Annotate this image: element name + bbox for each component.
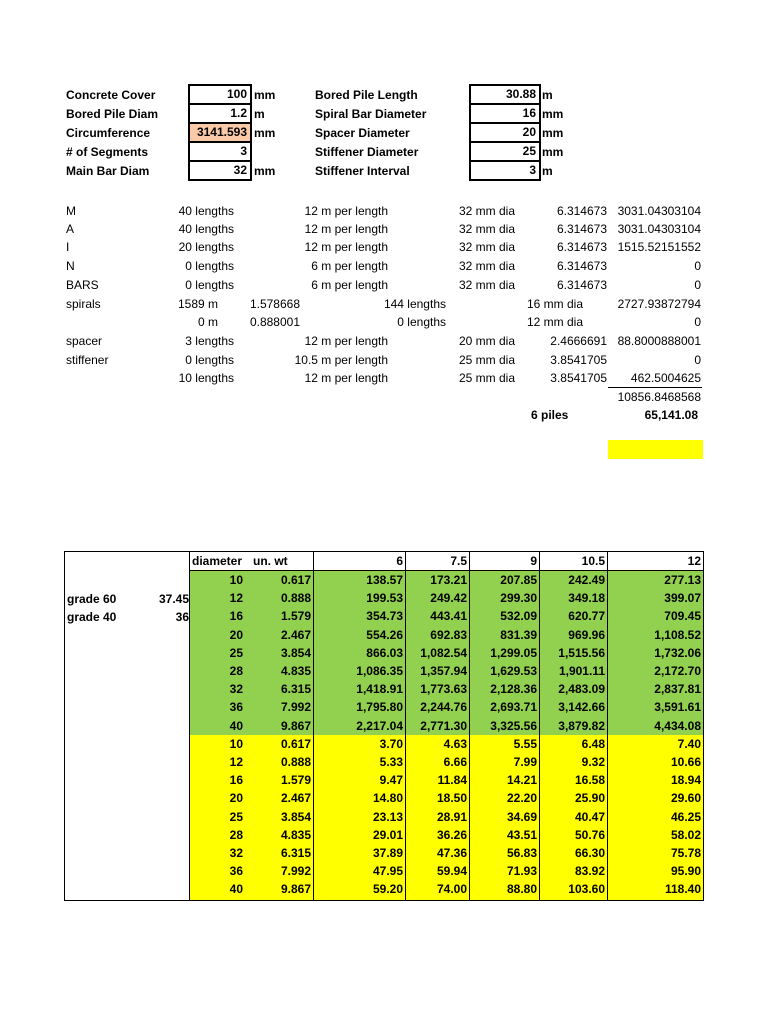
table-row	[65, 589, 703, 608]
weight-cell: 138.57	[366, 573, 403, 587]
weight-cell: 10.66	[670, 755, 701, 769]
weight-cell: 22.20	[506, 791, 537, 806]
concrete-cover-unit: mm	[254, 88, 276, 102]
calc-row-dia: 32 mm dia	[458, 259, 515, 273]
calc-row-total: 3031.04303104	[617, 222, 701, 236]
main-bar-diam-label: Main Bar Diam	[66, 164, 150, 178]
extra-row-unit-wt: 3.8541705	[550, 353, 607, 367]
table-row	[65, 771, 703, 790]
weight-cell: 1,795.80	[356, 700, 403, 715]
table-row	[65, 735, 703, 754]
table-row	[65, 644, 703, 663]
table-row	[65, 717, 703, 736]
table-row	[65, 753, 703, 772]
extra-row-total: 462.5004625	[630, 371, 701, 385]
weight-cell: 83.92	[574, 864, 605, 879]
stiffener-diam-unit: mm	[542, 145, 564, 159]
piles-total: 65,141.08	[644, 408, 698, 422]
stiffener-interval-input[interactable]: 3	[469, 160, 541, 181]
weight-cell: 46.25	[670, 809, 701, 824]
unit-weight-cell: 2.467	[280, 627, 311, 642]
weight-cell: 2,771.30	[420, 718, 467, 733]
table-row	[65, 808, 703, 827]
weight-cell: 118.40	[664, 882, 701, 897]
weight-cell: 23.13	[372, 809, 403, 824]
calc-row-name: M	[66, 204, 76, 218]
concrete-cover-label: Concrete Cover	[66, 88, 156, 102]
weight-cell: 14.21	[506, 773, 537, 788]
table-row	[65, 880, 703, 899]
weight-cell: 18.94	[670, 773, 701, 788]
calc-row-name: A	[66, 222, 75, 236]
weight-cell: 443.41	[430, 609, 467, 624]
pile-length-unit: m	[542, 88, 553, 102]
weight-cell: 9.47	[379, 773, 403, 788]
calc-row-lengths: 0 lengths	[185, 259, 234, 273]
weight-cell: 249.42	[430, 591, 467, 606]
calc-row-name: I	[66, 240, 70, 254]
weight-cell: 4.63	[443, 736, 467, 751]
bar-diameter-cell: 32	[229, 846, 243, 860]
weight-cell: 242.49	[568, 573, 605, 587]
weight-cell: 1,901.11	[558, 664, 605, 678]
calc-row-total: 0	[694, 259, 701, 273]
spiral-row-total: 2727.93872794	[617, 297, 701, 311]
bar-diameter-cell: 16	[229, 609, 243, 624]
highlight-cell	[608, 440, 703, 459]
calc-row-per-length: 12 m per length	[304, 222, 388, 236]
weight-cell: 349.18	[568, 591, 605, 606]
weight-cell: 399.07	[664, 591, 701, 606]
stiffener-interval-label: Stiffener Interval	[315, 164, 410, 178]
spiral-row-meters: 0 m	[197, 315, 218, 329]
grade-value: 37.45	[158, 592, 189, 606]
weight-cell: 2,172.70	[654, 664, 701, 678]
bar-diameter-cell: 32	[229, 682, 243, 697]
weight-cell: 50.76	[574, 827, 605, 842]
calc-row-per-length: 12 m per length	[304, 204, 388, 218]
weight-cell: 969.96	[568, 627, 605, 642]
spiral-row-factor: 1.578668	[249, 297, 300, 311]
circumference-unit: mm	[254, 126, 276, 140]
weight-cell: 59.94	[436, 864, 467, 879]
unit-weight-cell: 4.835	[280, 827, 311, 842]
table-row	[65, 626, 703, 645]
table-row	[65, 662, 703, 681]
unit-weight-cell: 0.888	[280, 591, 311, 606]
weight-cell: 6.66	[443, 755, 467, 769]
calc-row-lengths: 20 lengths	[178, 240, 234, 254]
calc-row-dia: 32 mm dia	[458, 278, 515, 292]
calc-row-total: 3031.04303104	[617, 204, 701, 218]
weight-cell: 173.21	[430, 573, 467, 587]
weight-cell: 71.93	[506, 864, 537, 879]
weight-cell: 354.73	[366, 609, 403, 624]
weight-cell: 5.55	[513, 736, 537, 751]
unit-weight-cell: 0.888	[280, 755, 311, 769]
weight-cell: 37.89	[372, 846, 403, 860]
bar-diameter-cell: 36	[229, 864, 243, 879]
weight-cell: 3,142.66	[558, 700, 605, 715]
main-bar-diam-unit: mm	[254, 164, 276, 178]
weight-cell: 207.85	[500, 573, 537, 587]
weight-cell: 277.13	[664, 573, 701, 587]
bar-diameter-cell: 28	[229, 664, 243, 678]
extra-row-dia: 25 mm dia	[458, 353, 515, 367]
weight-cell: 1,418.91	[356, 682, 403, 697]
unit-weight-cell: 3.854	[280, 809, 311, 824]
weight-cell: 75.78	[670, 846, 701, 860]
table-row	[65, 607, 703, 626]
weight-cell: 9.32	[581, 755, 605, 769]
weight-cell: 7.99	[513, 755, 537, 769]
calc-row-unit-wt: 6.314673	[556, 259, 607, 273]
segments-input[interactable]: 3	[188, 141, 252, 162]
calc-row-lengths: 40 lengths	[178, 222, 234, 236]
weight-cell: 74.00	[436, 882, 467, 897]
table-header-row	[65, 552, 703, 571]
weight-cell: 40.47	[574, 809, 605, 824]
spiral-row-lengths: 0 lengths	[397, 315, 446, 329]
weight-cell: 11.84	[437, 773, 467, 788]
pile-length-input[interactable]: 30.88	[469, 84, 541, 105]
extra-row-unit-wt: 2.4666691	[550, 334, 607, 348]
weight-cell: 199.53	[366, 591, 403, 606]
calc-row-dia: 32 mm dia	[458, 240, 515, 254]
table-row	[65, 680, 703, 699]
extra-row-name: stiffener	[66, 353, 109, 367]
extra-row-per-length: 10.5 m per length	[294, 353, 388, 367]
calc-row-dia: 32 mm dia	[458, 222, 515, 236]
weight-cell: 58.02	[670, 827, 701, 842]
weight-cell: 1,086.35	[356, 664, 403, 678]
weight-cell: 1,082.54	[420, 645, 467, 660]
table-row	[65, 698, 703, 717]
header-length: 9	[530, 554, 537, 568]
weight-cell: 29.60	[670, 791, 701, 806]
weight-cell: 103.60	[568, 882, 605, 897]
weight-cell: 1,357.94	[420, 664, 467, 678]
unit-weight-cell: 6.315	[280, 846, 311, 860]
spiral-row-factor: 0.888001	[249, 315, 300, 329]
calc-row-unit-wt: 6.314673	[556, 222, 607, 236]
weight-cell: 3,879.82	[558, 718, 605, 733]
weight-cell: 1,515.56	[558, 645, 605, 660]
weight-cell: 709.45	[664, 609, 701, 624]
header-diameter: diameter	[192, 554, 243, 568]
extra-row-lengths: 0 lengths	[185, 353, 234, 367]
unit-weight-cell: 4.835	[280, 664, 311, 678]
weight-cell: 2,693.71	[490, 700, 537, 715]
weight-cell: 59.20	[372, 882, 403, 897]
segments-label: # of Segments	[66, 145, 149, 159]
calc-row-unit-wt: 6.314673	[556, 278, 607, 292]
calc-row-name: N	[66, 259, 75, 273]
weight-cell: 5.33	[379, 755, 403, 769]
weight-cell: 3,325.56	[490, 718, 537, 733]
extra-row-dia: 20 mm dia	[458, 334, 515, 348]
unit-weight-cell: 1.579	[280, 773, 311, 788]
spiral-row-meters: 1589 m	[177, 297, 218, 311]
unit-weight-cell: 9.867	[280, 718, 311, 733]
pile-diam-input[interactable]: 1.2	[188, 103, 252, 124]
bar-diameter-cell: 25	[229, 809, 243, 824]
circumference-label: Circumference	[66, 126, 151, 140]
extra-row-per-length: 12 m per length	[304, 371, 388, 385]
stiffener-interval-unit: m	[542, 164, 553, 178]
weight-cell: 47.95	[372, 864, 403, 879]
spiral-row-dia: 16 mm dia	[526, 297, 583, 311]
extra-row-total: 0	[694, 353, 701, 367]
weight-cell: 692.83	[430, 627, 467, 642]
weight-cell: 29.01	[372, 827, 403, 842]
spiral-row-name: spirals	[66, 297, 101, 311]
weight-cell: 1,629.53	[490, 664, 537, 678]
weight-cell: 2,128.36	[490, 682, 537, 697]
concrete-cover-input[interactable]: 100	[188, 84, 252, 105]
extra-row-lengths: 3 lengths	[185, 334, 234, 348]
grade-label: grade 40	[67, 610, 117, 624]
weight-cell: 866.03	[366, 645, 403, 660]
total-divider	[608, 387, 702, 388]
grand-total: 10856.8468568	[617, 390, 701, 404]
unit-weight-cell: 6.315	[280, 682, 311, 697]
circumference-input[interactable]: 3141.593	[188, 122, 252, 143]
bar-diameter-cell: 25	[229, 645, 243, 660]
header-unit-weight: un. wt	[253, 554, 288, 568]
unit-weight-cell: 3.854	[280, 645, 311, 660]
weight-cell: 2,483.09	[558, 682, 605, 697]
weight-cell: 1,773.63	[420, 682, 467, 697]
weight-cell: 2,244.76	[420, 700, 467, 715]
weight-cell: 28.91	[436, 809, 467, 824]
piles-label: 6 piles	[531, 408, 569, 422]
weight-cell: 1,108.52	[654, 627, 701, 642]
extra-row-name: spacer	[66, 334, 103, 348]
extra-row-total: 88.8000888001	[617, 334, 701, 348]
calc-row-lengths: 0 lengths	[185, 278, 234, 292]
bar-diameter-cell: 20	[229, 791, 243, 806]
extra-row-dia: 25 mm dia	[458, 371, 515, 385]
calc-row-dia: 32 mm dia	[458, 204, 515, 218]
weight-cell: 88.80	[506, 882, 537, 897]
weight-cell: 1,299.05	[490, 645, 537, 660]
spiral-row-dia: 12 mm dia	[526, 315, 583, 329]
calc-row-per-length: 6 m per length	[311, 278, 388, 292]
weight-cell: 6.48	[581, 736, 605, 751]
pile-diam-unit: m	[254, 107, 265, 121]
unit-weight-cell: 9.867	[280, 882, 311, 897]
weight-cell: 56.83	[506, 846, 537, 860]
bar-diameter-cell: 20	[229, 627, 243, 642]
header-length: 10.5	[581, 554, 605, 568]
weight-cell: 43.51	[506, 827, 537, 842]
spacer-diam-label: Spacer Diameter	[315, 126, 410, 140]
bar-diameter-cell: 12	[229, 755, 243, 769]
header-length: 7.5	[450, 554, 467, 568]
calc-row-per-length: 12 m per length	[304, 240, 388, 254]
weight-cell: 2,217.04	[356, 718, 403, 733]
rebar-weight-table	[64, 551, 704, 901]
header-length: 12	[687, 554, 701, 568]
table-row	[65, 862, 703, 881]
extra-row-unit-wt: 3.8541705	[550, 371, 607, 385]
weight-cell: 66.30	[574, 846, 605, 860]
unit-weight-cell: 2.467	[280, 791, 311, 806]
table-row	[65, 844, 703, 863]
weight-cell: 3.70	[379, 736, 403, 751]
calc-row-lengths: 40 lengths	[178, 204, 234, 218]
unit-weight-cell: 1.579	[280, 609, 311, 624]
pile-diam-label: Bored Pile Diam	[66, 107, 159, 121]
weight-cell: 34.69	[506, 809, 537, 824]
calc-row-name: BARS	[66, 278, 99, 292]
bar-diameter-cell: 40	[229, 718, 243, 733]
weight-cell: 47.36	[436, 846, 467, 860]
spiral-diam-input[interactable]: 16	[469, 103, 541, 124]
bar-diameter-cell: 40	[229, 882, 243, 897]
bar-diameter-cell: 16	[229, 773, 243, 788]
weight-cell: 95.90	[670, 864, 701, 879]
weight-cell: 1,732.06	[654, 645, 701, 660]
grade-value: 36	[175, 610, 189, 624]
weight-cell: 620.77	[568, 609, 605, 624]
weight-cell: 14.80	[372, 791, 403, 806]
weight-cell: 554.26	[366, 627, 403, 642]
unit-weight-cell: 7.992	[280, 700, 311, 715]
header-length: 6	[396, 554, 403, 568]
extra-row-lengths: 10 lengths	[178, 371, 234, 385]
weight-cell: 7.40	[677, 736, 701, 751]
spiral-row-total: 0	[694, 315, 701, 329]
calc-row-unit-wt: 6.314673	[556, 204, 607, 218]
spiral-row-lengths: 144 lengths	[383, 297, 446, 311]
extra-row-per-length: 12 m per length	[304, 334, 388, 348]
spacer-diam-input[interactable]: 20	[469, 122, 541, 143]
weight-cell: 16.58	[574, 773, 605, 788]
unit-weight-cell: 7.992	[280, 864, 311, 879]
pile-length-label: Bored Pile Length	[315, 88, 418, 102]
weight-cell: 532.09	[500, 609, 537, 624]
weight-cell: 299.30	[500, 591, 537, 606]
calc-row-per-length: 6 m per length	[311, 259, 388, 273]
spacer-diam-unit: mm	[542, 126, 564, 140]
bar-diameter-cell: 10	[229, 573, 243, 587]
weight-cell: 3,591.61	[654, 700, 701, 715]
weight-cell: 25.90	[574, 791, 605, 806]
bar-diameter-cell: 12	[229, 591, 243, 606]
grade-label: grade 60	[67, 592, 117, 606]
weight-cell: 36.26	[436, 827, 467, 842]
weight-cell: 4,434.08	[654, 718, 701, 733]
main-bar-diam-input[interactable]: 32	[188, 160, 252, 181]
weight-cell: 18.50	[436, 791, 467, 806]
stiffener-diam-label: Stiffener Diameter	[315, 145, 419, 159]
bar-diameter-cell: 10	[229, 736, 243, 751]
table-row	[65, 789, 703, 808]
table-row	[65, 571, 703, 590]
unit-weight-cell: 0.617	[280, 573, 311, 587]
weight-cell: 2,837.81	[654, 682, 701, 697]
table-row	[65, 826, 703, 845]
calc-row-total: 1515.52151552	[617, 240, 701, 254]
bar-diameter-cell: 28	[229, 827, 243, 842]
spiral-diam-label: Spiral Bar Diameter	[315, 107, 427, 121]
weight-cell: 831.39	[500, 627, 537, 642]
calc-row-total: 0	[694, 278, 701, 292]
spiral-diam-unit: mm	[542, 107, 564, 121]
unit-weight-cell: 0.617	[280, 736, 311, 751]
calc-row-unit-wt: 6.314673	[556, 240, 607, 254]
bar-diameter-cell: 36	[229, 700, 243, 715]
stiffener-diam-input[interactable]: 25	[469, 141, 541, 162]
